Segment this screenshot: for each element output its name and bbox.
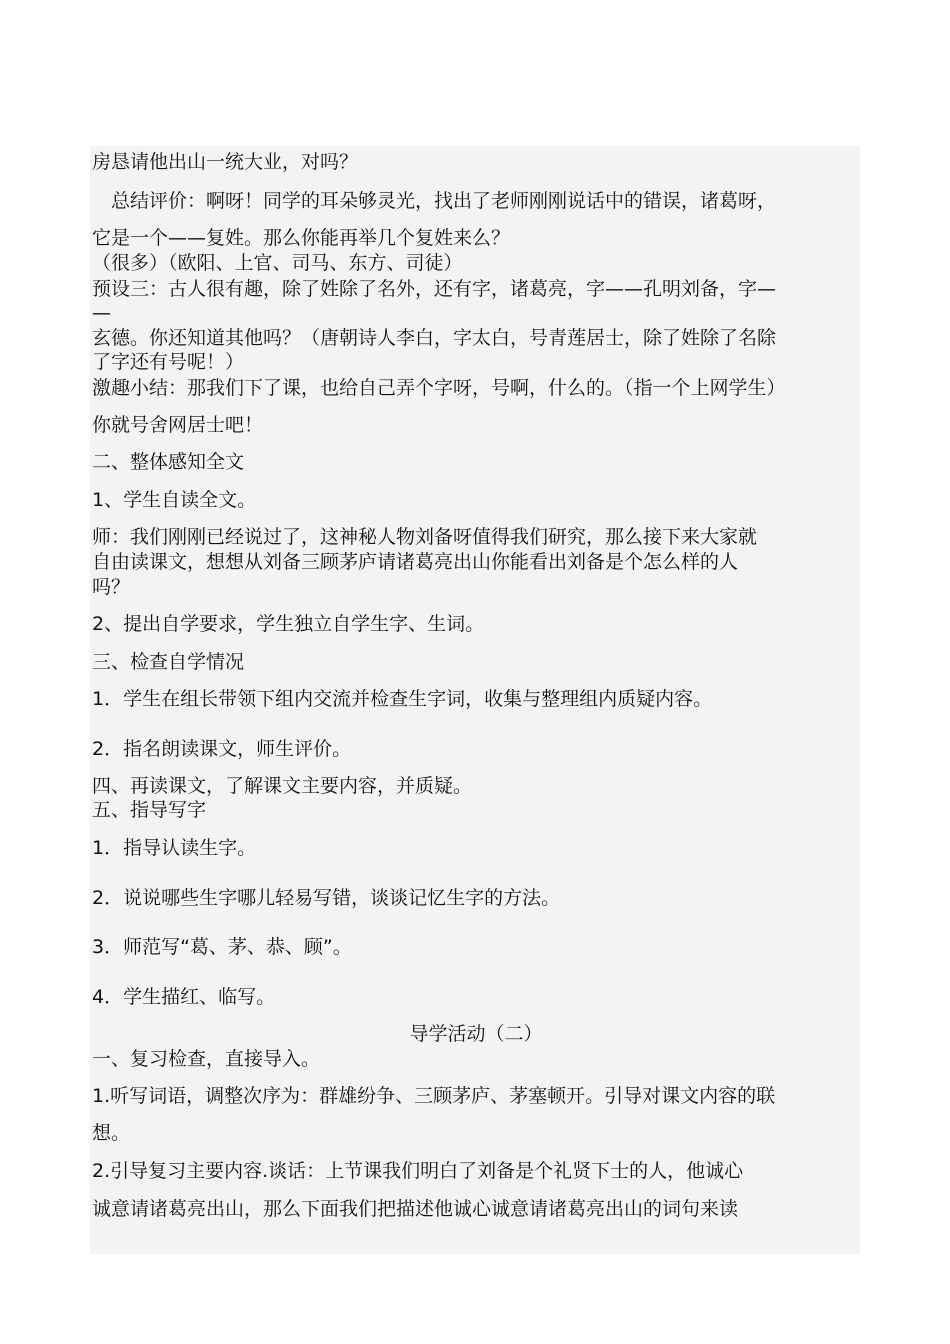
text-line: 1.听写词语，调整次序为：群雄纷争、三顾茅庐、茅塞顿开。引导对课文内容的联 (92, 1085, 776, 1107)
text-line: 诚意请诸葛亮出山，那么下面我们把描述他诚心诚意请诸葛亮出山的词句来读 (92, 1198, 739, 1220)
text-line: 1．学生在组长带领下组内交流并检查生字词，收集与整理组内质疑内容。 (92, 688, 713, 710)
text-line: 4．学生描红、临写。 (92, 986, 276, 1008)
section-heading: 一、复习检查，直接导入。 (92, 1048, 321, 1070)
text-line: — (92, 302, 111, 324)
text-line: （很多）（欧阳、上官、司马、东方、司徒） (92, 252, 463, 274)
text-line: 总结评价：啊呀！同学的耳朵够灵光，找出了老师刚刚说话中的错误，诸葛呀， (92, 190, 777, 212)
section-heading: 四、再读课文，了解课文主要内容，并质疑。 (92, 775, 473, 797)
text-line: 你就号舍网居士吧！ (92, 414, 264, 436)
text-line: 想。 (92, 1122, 131, 1144)
section-heading: 二、整体感知全文 (92, 451, 245, 473)
text-line: 2．指名朗读课文，师生评价。 (92, 738, 352, 760)
text-line: 1．指导认读生字。 (92, 837, 257, 859)
section-title: 导学活动（二） (409, 1023, 543, 1045)
text-line: 1、学生自读全文。 (92, 489, 257, 511)
text-line: 房恳请他出山一统大业，对吗？ (92, 151, 359, 173)
text-line: 吗？ (92, 576, 131, 598)
text-line: 它是一个——复姓。那么你能再举几个复姓来么？ (92, 227, 511, 249)
text-line: 2、提出自学要求，学生独立自学生字、生词。 (92, 613, 485, 635)
text-line: 2.引导复习主要内容.谈话：上节课我们明白了刘备是个礼贤下士的人，他诚心 (92, 1160, 744, 1182)
section-heading: 五、指导写字 (92, 799, 207, 821)
text-line: 师：我们刚刚已经说过了，这神秘人物刘备呀值得我们研究，那么接下来大家就 (92, 526, 758, 548)
text-line: 玄德。你还知道其他吗？（唐朝诗人李白，字太白，号青莲居士，除了姓除了名除 (92, 327, 777, 349)
section-heading: 三、检查自学情况 (92, 651, 245, 673)
text-line: 2．说说哪些生字哪儿轻易写错，谈谈记忆生字的方法。 (92, 887, 561, 909)
text-line: 预设三：古人很有趣，除了姓除了名外，还有字，诸葛亮，字——孔明刘备，字— (92, 278, 777, 300)
text-line: 了字还有号呢！） (92, 351, 245, 373)
text-line: 激趣小结：那我们下了课，也给自己弄个字呀，号啊，什么的。（指一个上网学生） (92, 377, 786, 399)
text-line: 3．师范写“葛、茅、恭、顾”。 (92, 936, 352, 958)
text-line: 自由读课文，想想从刘备三顾茅庐请诸葛亮出山你能看出刘备是个怎么样的人 (92, 551, 739, 573)
